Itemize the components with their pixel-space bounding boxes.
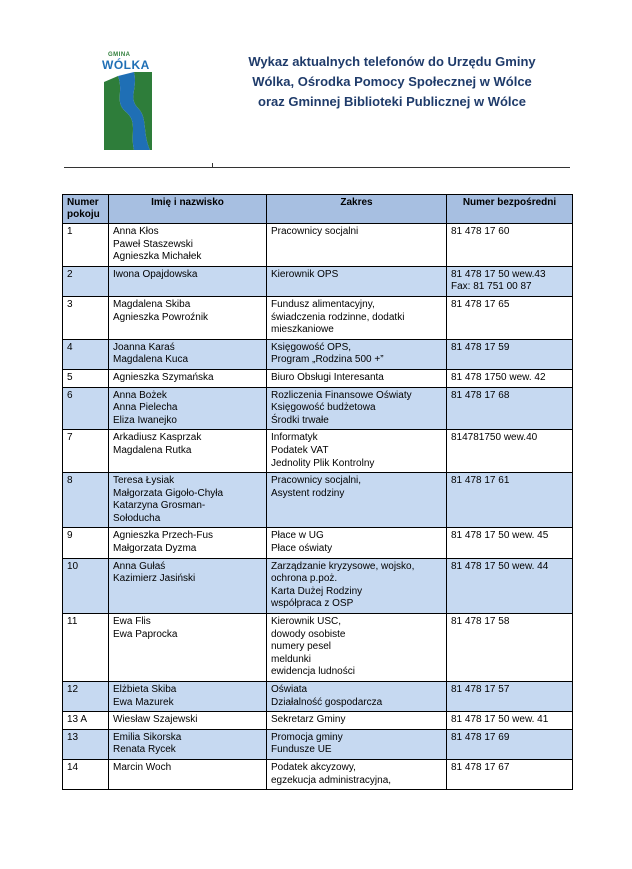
phone-line: 81 478 17 61 xyxy=(451,475,510,487)
phone-cell xyxy=(447,528,573,558)
phone-cell xyxy=(447,296,573,339)
header-name: Imię i nazwisko xyxy=(109,195,267,224)
name-cell xyxy=(109,339,267,369)
name-cell xyxy=(109,430,267,473)
name-line: Ewa Flis xyxy=(113,616,151,628)
name-line: Paweł Staszewski xyxy=(113,238,194,250)
name-line: Renata Rycek xyxy=(113,744,176,756)
name-line: Eliza Iwanejko xyxy=(113,414,177,426)
scope-cell xyxy=(267,296,447,339)
scope-line: Sekretarz Gminy xyxy=(271,714,346,726)
name-cell xyxy=(109,729,267,759)
scope-cell xyxy=(267,528,447,558)
scope-line: Kierownik OPS xyxy=(271,268,339,280)
phone-line: 81 478 17 65 xyxy=(451,298,510,310)
scope-line: Pracownicy socjalni xyxy=(271,226,359,237)
name-cell xyxy=(109,558,267,613)
name-cell xyxy=(109,682,267,712)
name-cell xyxy=(109,473,267,528)
header-divider-tick xyxy=(212,163,213,168)
name-line: Agnieszka Michałek xyxy=(113,251,202,263)
scope-line: Fundusze UE xyxy=(271,744,332,756)
name-line: Anna Pielecha xyxy=(113,402,178,414)
scope-line: Program „Rodzina 500 +” xyxy=(271,354,384,366)
phone-line: 81 478 17 59 xyxy=(451,341,510,353)
phone-line: 81 478 17 68 xyxy=(451,389,510,401)
name-cell xyxy=(109,528,267,558)
scope-line: meldunki xyxy=(271,653,312,665)
scope-cell xyxy=(267,369,447,387)
name-line: Ewa Paprocka xyxy=(113,628,178,640)
phone-line: 81 478 17 50 wew.43 xyxy=(451,268,546,280)
scope-line: Płace w UG xyxy=(271,530,324,542)
scope-line: Pracownicy socjalni, xyxy=(271,475,362,487)
scope-line: egzekucja administracyjna, xyxy=(271,774,392,786)
name-line: Anna Bożek xyxy=(113,389,167,401)
logo-text: WÓLKA xyxy=(102,58,150,72)
scope-cell xyxy=(267,339,447,369)
scope-line: Kierownik USC, xyxy=(271,616,342,628)
scope-line: Fundusz alimentacyjny, xyxy=(271,298,375,310)
room-number-cell: 1 xyxy=(63,224,109,267)
name-cell xyxy=(109,266,267,296)
room-number-cell: 4 xyxy=(63,339,109,369)
phone-line: 81 478 17 50 wew. 44 xyxy=(451,560,549,572)
room-number-cell: 12 xyxy=(63,682,109,712)
name-line: Marcin Woch xyxy=(113,761,172,773)
name-line: Ewa Mazurek xyxy=(113,696,174,708)
table-row xyxy=(63,296,573,339)
phone-directory-table xyxy=(62,194,573,790)
room-number-cell: 7 xyxy=(63,430,109,473)
room-number-cell: 2 xyxy=(63,266,109,296)
scope-line: Działalność gospodarcza xyxy=(271,696,383,708)
table-row xyxy=(63,339,573,369)
room-number-cell: 11 xyxy=(63,614,109,682)
name-line: Iwona Opajdowska xyxy=(113,268,198,280)
name-line: Magdalena Rutka xyxy=(113,444,192,456)
scope-line: dowody osobiste xyxy=(271,628,346,640)
phone-line: 81 478 17 58 xyxy=(451,616,510,628)
room-number-cell: 13 xyxy=(63,729,109,759)
phone-line: 81 478 1750 wew. 42 xyxy=(451,371,546,383)
name-line: Małgorzata Dyzma xyxy=(113,543,197,555)
phone-cell xyxy=(447,430,573,473)
scope-line: Informatyk xyxy=(271,432,318,444)
name-line: Agnieszka Przech-Fus xyxy=(113,530,214,542)
name-line: Emilia Sikorska xyxy=(113,731,182,743)
scope-cell xyxy=(267,266,447,296)
name-line: Agnieszka Powroźnik xyxy=(113,311,209,323)
phone-line: Fax: 81 751 00 87 xyxy=(451,281,532,293)
name-cell xyxy=(109,759,267,789)
table-row xyxy=(63,430,573,473)
title-line-3: oraz Gminnej Biblioteki Publicznej w Wólce xyxy=(258,94,526,109)
name-line: Kazimierz Jasiński xyxy=(113,573,196,585)
header-room-line-1: Numer xyxy=(67,197,99,208)
river-emblem-icon xyxy=(104,72,154,152)
scope-line: Płace oświaty xyxy=(271,543,333,555)
room-number-cell: 3 xyxy=(63,296,109,339)
name-cell xyxy=(109,224,267,267)
scope-line: Rozliczenia Finansowe Oświaty xyxy=(271,389,412,401)
scope-cell xyxy=(267,558,447,613)
scope-line: współpraca z OSP xyxy=(271,598,354,610)
phone-line: 81 478 17 50 wew. 45 xyxy=(451,530,549,542)
phone-cell xyxy=(447,473,573,528)
scope-cell xyxy=(267,759,447,789)
table-row xyxy=(63,614,573,682)
scope-line: ochrona p.poż. xyxy=(271,573,338,585)
header-room-line-2: pokoju xyxy=(67,209,100,220)
phone-cell xyxy=(447,614,573,682)
table-row xyxy=(63,558,573,613)
phone-cell xyxy=(447,712,573,730)
phone-line: 81 478 17 60 xyxy=(451,226,510,237)
table-row xyxy=(63,682,573,712)
scope-line: Jednolity Plik Kontrolny xyxy=(271,457,375,469)
scope-line: ewidencja ludności xyxy=(271,666,355,678)
name-line: Elżbieta Skiba xyxy=(113,684,177,695)
scope-cell xyxy=(267,614,447,682)
scope-line: Asystent rodziny xyxy=(271,487,345,499)
header-room xyxy=(63,195,109,224)
phone-line: 81 478 17 69 xyxy=(451,731,510,743)
title-line-2: Wólka, Ośrodka Pomocy Społecznej w Wólce xyxy=(252,74,532,89)
phone-cell xyxy=(447,339,573,369)
name-line: Teresa Łysiak xyxy=(113,475,175,487)
scope-line: Zarządzanie kryzysowe, wojsko, xyxy=(271,560,415,572)
scope-cell xyxy=(267,224,447,267)
name-cell xyxy=(109,369,267,387)
scope-cell xyxy=(267,682,447,712)
phone-line: 81 478 17 57 xyxy=(451,684,510,695)
scope-line: świadczenia rodzinne, dodatki xyxy=(271,311,405,323)
scope-cell xyxy=(267,712,447,730)
phone-cell xyxy=(447,266,573,296)
scope-cell xyxy=(267,473,447,528)
phone-cell xyxy=(447,387,573,430)
room-number-cell: 5 xyxy=(63,369,109,387)
table-row xyxy=(63,528,573,558)
name-cell xyxy=(109,712,267,730)
phone-cell xyxy=(447,369,573,387)
name-line: Agnieszka Szymańska xyxy=(113,371,214,383)
name-line: Joanna Karaś xyxy=(113,341,175,353)
table-row xyxy=(63,369,573,387)
room-number-cell: 10 xyxy=(63,558,109,613)
name-cell xyxy=(109,387,267,430)
scope-line: Biuro Obsługi Interesanta xyxy=(271,371,384,383)
table-row xyxy=(63,387,573,430)
name-line: Magdalena Skiba xyxy=(113,298,191,310)
table-row xyxy=(63,266,573,296)
phone-cell xyxy=(447,759,573,789)
name-line: Magdalena Kuca xyxy=(113,354,189,366)
scope-cell xyxy=(267,430,447,473)
name-line: Sołoducha xyxy=(113,512,161,524)
scope-line: numery pesel xyxy=(271,641,332,653)
room-number-cell: 9 xyxy=(63,528,109,558)
scope-line: Księgowość OPS, xyxy=(271,341,352,353)
title-line-1: Wykaz aktualnych telefonów do Urzędu Gminy xyxy=(248,54,536,69)
table-row xyxy=(63,224,573,267)
phone-cell xyxy=(447,558,573,613)
scope-line: Podatek VAT xyxy=(271,444,329,456)
phone-line: 81 478 17 50 wew. 41 xyxy=(451,714,549,726)
phone-cell xyxy=(447,729,573,759)
table-row xyxy=(63,759,573,789)
table-row xyxy=(63,473,573,528)
name-cell xyxy=(109,614,267,682)
name-line: Anna Gułaś xyxy=(113,560,166,572)
scope-cell xyxy=(267,387,447,430)
phone-cell xyxy=(447,224,573,267)
name-line: Katarzyna Grosman- xyxy=(113,500,206,512)
scope-line: Środki trwałe xyxy=(271,414,329,426)
phone-cell xyxy=(447,682,573,712)
phone-line: 814781750 wew.40 xyxy=(451,432,538,444)
scope-line: mieszkaniowe xyxy=(271,324,334,336)
name-cell xyxy=(109,296,267,339)
room-number-cell: 6 xyxy=(63,387,109,430)
name-line: Małgorzata Gigoło-Chyła xyxy=(113,487,224,499)
room-number-cell: 8 xyxy=(63,473,109,528)
logo-small-text: GMINA xyxy=(108,52,131,58)
document-title xyxy=(212,52,572,112)
scope-cell xyxy=(267,729,447,759)
room-number-cell: 14 xyxy=(63,759,109,789)
header-scope: Zakres xyxy=(267,195,447,224)
scope-line: Podatek akcyzowy, xyxy=(271,761,356,773)
scope-line: Promocja gminy xyxy=(271,731,343,743)
name-line: Anna Kłos xyxy=(113,226,159,237)
table-row xyxy=(63,712,573,730)
header-phone: Numer bezpośredni xyxy=(447,195,573,224)
header-divider xyxy=(64,167,570,168)
scope-line: Oświata xyxy=(271,684,308,695)
phone-line: 81 478 17 67 xyxy=(451,761,510,773)
name-line: Wiesław Szajewski xyxy=(113,714,198,726)
scope-line: Księgowość budżetowa xyxy=(271,402,376,414)
table-row xyxy=(63,729,573,759)
name-line: Arkadiusz Kasprzak xyxy=(113,432,202,444)
room-number-cell: 13 A xyxy=(63,712,109,730)
gmina-wolka-logo xyxy=(100,52,160,152)
table-header-row xyxy=(63,195,573,224)
scope-line: Karta Dużej Rodziny xyxy=(271,585,363,597)
